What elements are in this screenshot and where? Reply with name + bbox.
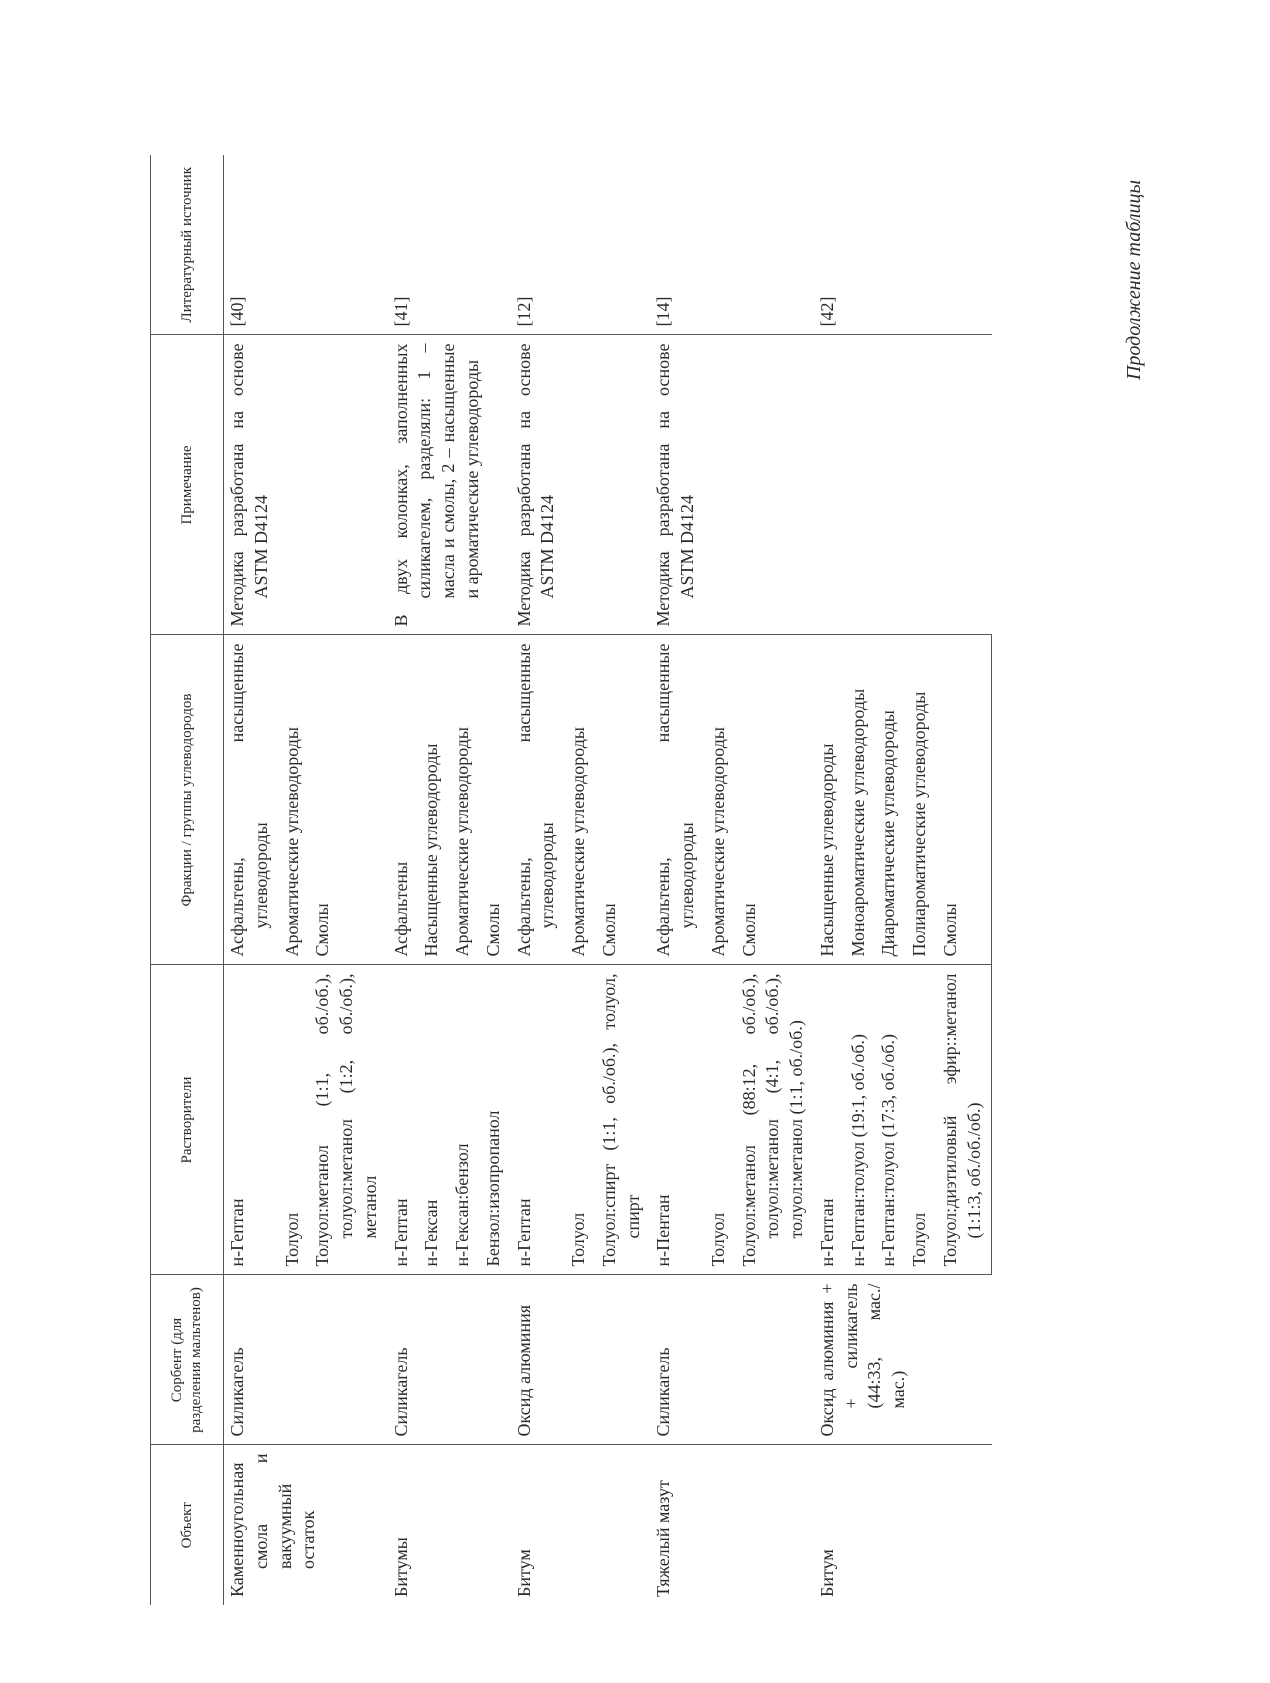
solvent-cell — [565, 965, 596, 1275]
fraction-cell-text: Асфальтены, насыщенные углеводороды — [513, 643, 558, 957]
fraction-cell-text: Диароматические углеводороды — [878, 710, 899, 957]
solvent-cell-text: н-Гептан — [390, 1198, 411, 1267]
table-continuation-caption: Продолжение таблицы — [1123, 179, 1145, 381]
caption-wrap — [1120, 160, 1148, 400]
fraction-cell-text: Насыщенные углеводороды — [816, 743, 837, 957]
solvent-cell-text: н-Гептан — [816, 1198, 837, 1267]
source-cell — [511, 155, 651, 335]
solvent-cell-text: н-Гексан:бензол — [452, 1143, 472, 1267]
fraction-cell — [309, 635, 387, 965]
fraction-cell-text: Моноароматические углеводороды — [847, 688, 868, 957]
solvent-cell-text: Бензол:изопропанол — [482, 1110, 503, 1267]
table-row — [388, 155, 419, 1605]
solvent-cell — [814, 965, 845, 1275]
solvent-cell-text: н-Пентан — [653, 1194, 674, 1267]
solvent-cell-text: Толуол — [281, 1212, 302, 1267]
sorbent-cell — [650, 1275, 814, 1445]
solvent-cell-text: н-Гептан:толуол (17:3, об./об.) — [878, 1034, 899, 1267]
solvent-cell — [279, 965, 310, 1275]
solvent-cell — [596, 965, 651, 1275]
solvent-cell — [937, 965, 992, 1275]
solvent-cell — [845, 965, 876, 1275]
fraction-cell — [814, 635, 845, 965]
source-cell-text: [41] — [390, 296, 411, 327]
col-header-sorbent: Сорбент (для разделения мальтенов) — [151, 1275, 224, 1445]
sorbent-cell — [388, 1275, 511, 1445]
solvent-cell — [418, 965, 449, 1275]
note-cell-text: Методика разработана на основе ASTM D4124 — [513, 343, 558, 627]
note-cell — [388, 335, 511, 635]
table-row — [224, 155, 279, 1605]
fraction-cell — [650, 635, 705, 965]
solvent-cell — [736, 965, 814, 1275]
fraction-cell-text: Ароматические углеводороды — [707, 727, 728, 957]
solvent-cell — [388, 965, 419, 1275]
fraction-cell — [736, 635, 814, 965]
fraction-cell-text: Асфальтены — [390, 861, 411, 957]
solvent-cell-text: н-Гептан — [227, 1198, 247, 1267]
solvent-cell — [224, 965, 279, 1275]
fraction-cell — [224, 635, 279, 965]
fraction-cell-text: Смолы — [312, 903, 333, 957]
note-cell-text: Методика разработана на основе ASTM D4124 — [653, 343, 697, 627]
sorbent-cell — [511, 1275, 651, 1445]
solvent-cell-text: Толуол:диэтиловый эфир::метанол (1:1:3, об./об./об.) — [939, 973, 984, 1267]
solvent-cell-text: Толуол:спирт (1:1, об./об.), толуол, спирт — [598, 973, 643, 1267]
solvent-cell-text: Толуол — [707, 1212, 728, 1267]
source-cell-text: [40] — [227, 296, 247, 327]
fraction-cell — [449, 635, 480, 965]
object-cell — [388, 1445, 511, 1605]
source-cell-text: [12] — [513, 296, 534, 327]
note-cell — [814, 335, 992, 635]
sorbent-cell-text: Силикагель — [227, 1347, 247, 1437]
sorbent-cell-text: Силикагель — [653, 1347, 674, 1437]
sorbent-cell — [224, 1275, 388, 1445]
solvent-cell — [906, 965, 937, 1275]
source-cell-text: [42] — [816, 296, 837, 327]
solvent-cell-text: Толуол:метанол (1:1, об./об.), толуол:метанол (1:2, об./об.), метанол — [312, 973, 380, 1267]
solvent-cell-text: Толуол — [909, 1212, 929, 1267]
fraction-cell — [279, 635, 310, 965]
fraction-cell — [875, 635, 906, 965]
note-cell-text: Методика разработана на основе ASTM D4124 — [227, 343, 271, 627]
object-cell-text: Битум — [816, 1549, 837, 1597]
solvent-cell-text: н-Гептан — [513, 1198, 534, 1267]
sorbent-cell-text: Силикагель — [390, 1347, 411, 1437]
source-cell — [224, 155, 388, 335]
solvent-cell — [511, 965, 566, 1275]
fraction-cell-text: Смолы — [738, 903, 759, 957]
source-cell — [388, 155, 511, 335]
col-header-object: Объект — [151, 1445, 224, 1605]
col-header-note: Примечание — [151, 335, 224, 635]
sorbent-cell-text: Оксид алюминия — [513, 1305, 534, 1437]
table-row — [650, 155, 705, 1605]
fraction-cell-text: Смолы — [598, 903, 619, 957]
object-cell — [650, 1445, 814, 1605]
solvent-cell-text: н-Гексан — [421, 1199, 442, 1267]
fraction-cell-text: Смолы — [939, 903, 960, 957]
fraction-cell — [906, 635, 937, 965]
fraction-cell — [388, 635, 419, 965]
header-row — [151, 155, 224, 1605]
fraction-cell — [565, 635, 596, 965]
object-cell — [511, 1445, 651, 1605]
fraction-cell-text: Асфальтены, насыщенные углеводороды — [227, 643, 271, 957]
col-header-source: Литературный источник — [151, 155, 224, 335]
data-table — [150, 155, 992, 1605]
fraction-cell — [937, 635, 992, 965]
table-row — [511, 155, 566, 1605]
note-cell — [511, 335, 651, 635]
sorbent-cell-text: Оксид алюминия + + силикагель (44:33, мас./мас.) — [816, 1283, 908, 1437]
object-cell — [814, 1445, 992, 1605]
object-cell-text: Битум — [513, 1549, 534, 1597]
object-cell-text: Битумы — [390, 1537, 411, 1597]
fraction-cell — [705, 635, 736, 965]
fraction-cell — [596, 635, 651, 965]
fraction-cell — [511, 635, 566, 965]
fraction-cell-text: Полиароматические углеводороды — [909, 691, 929, 957]
solvent-cell — [480, 965, 511, 1275]
source-cell — [814, 155, 992, 335]
table-row — [814, 155, 845, 1605]
solvent-cell — [705, 965, 736, 1275]
rotated-table-layer — [150, 155, 1070, 1605]
sorbent-cell — [814, 1275, 992, 1445]
solvent-cell-text: Толуол — [568, 1212, 588, 1267]
fraction-cell-text: Ароматические углеводороды — [568, 727, 588, 957]
fraction-cell-text: Насыщенные углеводороды — [421, 743, 442, 957]
fraction-cell — [418, 635, 449, 965]
object-cell — [224, 1445, 388, 1605]
object-cell-text: Тяжелый мазут — [653, 1480, 674, 1597]
note-cell — [224, 335, 388, 635]
fraction-cell — [845, 635, 876, 965]
source-cell — [650, 155, 814, 335]
solvent-cell — [650, 965, 705, 1275]
source-cell-text: [14] — [653, 296, 674, 327]
col-header-solvents: Растворители — [151, 965, 224, 1275]
fraction-cell-text: Асфальтены, насыщенные углеводороды — [653, 643, 697, 957]
table-body — [224, 155, 992, 1605]
fraction-cell — [480, 635, 511, 965]
solvent-cell-text: н-Гептан:толуол (19:1, об./об.) — [847, 1034, 868, 1267]
note-cell-text: В двух колонках, заполненных силикагелем, разделяли: 1 – масла и смолы, 2 – насыщенные и ароматические углеводороды — [390, 343, 482, 627]
object-cell-text: Каменноугольная смола и вакуумный остаток — [227, 1453, 319, 1597]
fraction-cell-text: Ароматические углеводороды — [281, 727, 302, 957]
solvent-cell — [309, 965, 387, 1275]
solvent-cell — [449, 965, 480, 1275]
fraction-cell-text: Смолы — [482, 903, 503, 957]
note-cell — [650, 335, 814, 635]
solvent-cell-text: Толуол:метанол (88:12, об./об.), толуол:метанол (4:1, об./об.), толуол:метанол (1:1, об./об.) — [738, 973, 806, 1267]
col-header-fractions: Фракции / группы углеводородов — [151, 635, 224, 965]
solvent-cell — [875, 965, 906, 1275]
fraction-cell-text: Ароматические углеводороды — [452, 727, 472, 957]
